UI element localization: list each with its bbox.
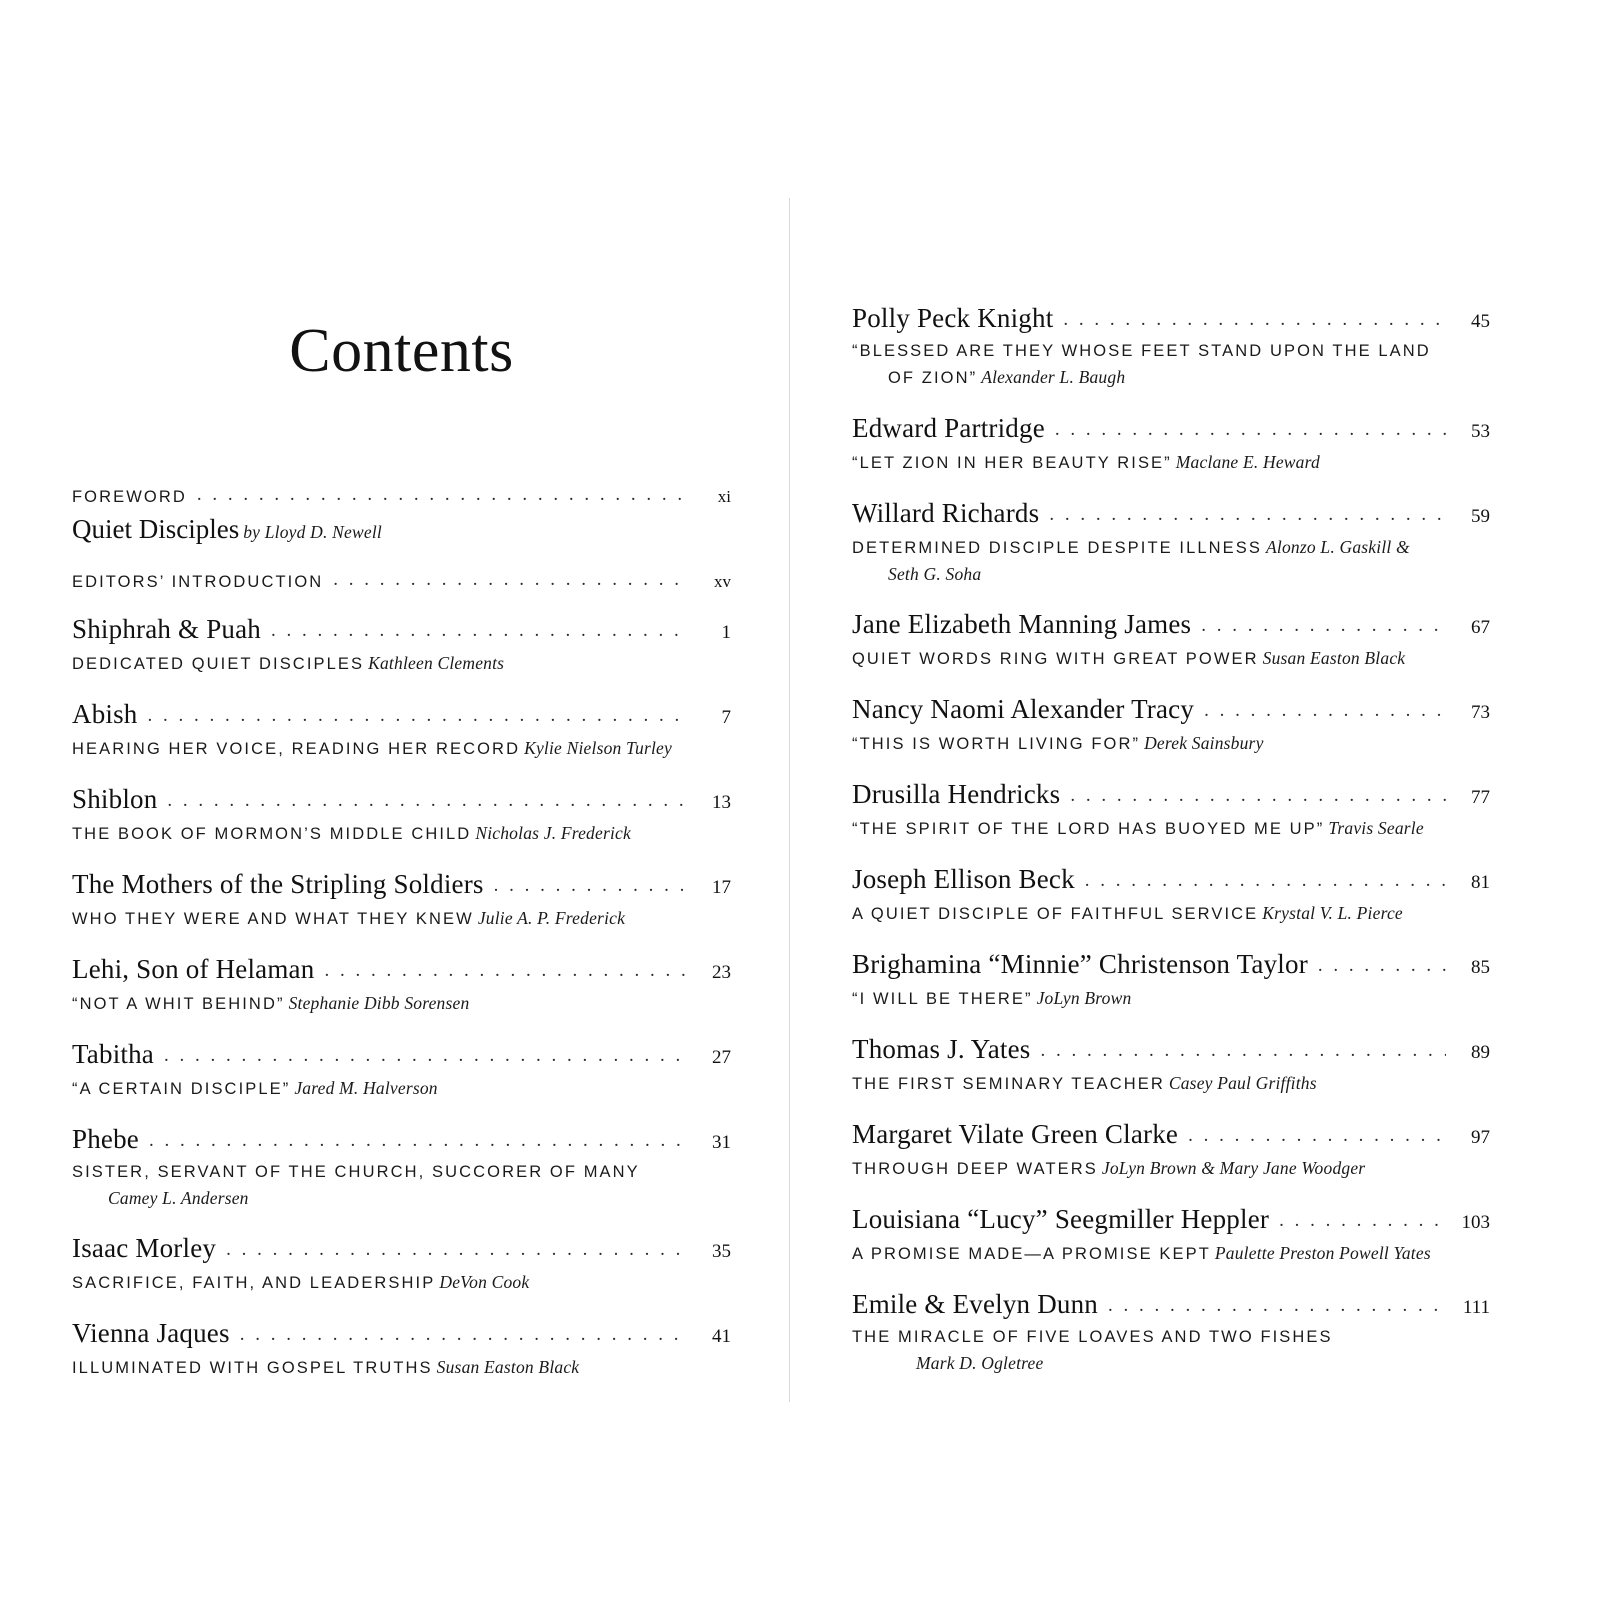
toc-entry-vienna-jaques[interactable] <box>72 1318 731 1381</box>
dot-leader <box>271 623 687 639</box>
toc-entry-author: Krystal V. L. Pierce <box>1262 903 1403 924</box>
toc-entry-page: 59 <box>1471 506 1490 527</box>
page-title: Contents <box>289 317 514 385</box>
toc-entry-author: Susan Easton Black <box>1262 648 1406 669</box>
toc-entry-page: 17 <box>712 876 731 898</box>
toc-entry-subtitle-text: DEDICATED QUIET DISCIPLES <box>72 654 365 673</box>
toc-entry-page: 67 <box>1471 617 1490 639</box>
toc-entry-subtitle-text: A QUIET DISCIPLE OF FAITHFUL SERVICE <box>852 905 1259 924</box>
toc-entry-subtitle <box>852 985 1490 1012</box>
toc-entry-mothers-stripling-soldiers[interactable] <box>72 869 731 932</box>
toc-entry-subtitle <box>72 1075 731 1102</box>
dot-leader <box>149 1133 687 1149</box>
toc-entry-page: 13 <box>712 791 731 813</box>
toc-entry-subtitle-text: SISTER, SERVANT OF THE CHURCH, SUCCORER OF MANY <box>72 1162 640 1181</box>
toc-entry-subtitle <box>72 650 731 677</box>
toc-entry-subtitle-text: “NOT A WHIT BEHIND” <box>72 994 285 1013</box>
toc-entry-title: Thomas J. Yates <box>852 1034 1031 1065</box>
toc-entry-author: Camey L. Andersen <box>108 1187 249 1208</box>
dot-leader <box>333 572 687 588</box>
toc-entry-author: Nicholas J. Frederick <box>475 822 631 843</box>
toc-entry-tabitha[interactable] <box>72 1039 731 1102</box>
toc-entry-subtitle-line2-wrap <box>852 364 1490 391</box>
toc-entry-author: Kathleen Clements <box>368 652 505 673</box>
toc-entry-subtitle-text: DETERMINED DISCIPLE DESPITE ILLNESS <box>852 539 1263 557</box>
toc-entry-subtitle-text: QUIET WORDS RING WITH GREAT POWER <box>852 650 1259 669</box>
toc-entry-subtitle-text: ILLUMINATED WITH GOSPEL TRUTHS <box>72 1358 433 1377</box>
toc-entry-subtitle <box>852 645 1490 672</box>
toc-entry-subtitle-text: “BLESSED ARE THEY WHOSE FEET STAND UPON THE LAND <box>852 342 1431 360</box>
toc-entry-author: Casey Paul Griffiths <box>1168 1073 1317 1094</box>
toc-entry-foreword[interactable] <box>72 487 731 550</box>
toc-entry-subtitle-text: “THIS IS WORTH LIVING FOR” <box>852 735 1141 754</box>
toc-entry-page: 41 <box>712 1325 731 1347</box>
toc-entry-isaac-morley[interactable] <box>72 1233 731 1296</box>
dot-leader <box>1279 1213 1446 1229</box>
dot-leader <box>1070 788 1446 804</box>
toc-entry-subtitle <box>72 735 731 762</box>
toc-entry-subtitle-line2: OF ZION” <box>888 369 978 387</box>
dot-leader <box>164 1048 687 1064</box>
toc-entry-author: Susan Easton Black <box>436 1356 580 1377</box>
toc-entry-title: Vienna Jaques <box>72 1317 230 1348</box>
toc-entry-subtitle-text: HEARING HER VOICE, READING HER RECORD <box>72 739 521 758</box>
toc-entry-subtitle-text: THE FIRST SEMINARY TEACHER <box>852 1075 1165 1094</box>
toc-entry-page: 77 <box>1471 787 1490 809</box>
toc-entry-title: Phebe <box>72 1123 139 1154</box>
toc-entry-page: 73 <box>1471 702 1490 724</box>
toc-entry-page: 7 <box>721 706 731 728</box>
toc-entry-subtitle <box>72 905 731 932</box>
toc-entry-author: Travis Searle <box>1328 818 1424 839</box>
toc-entry-subtitle-text: THE BOOK OF MORMON’S MIDDLE CHILD <box>72 824 472 843</box>
toc-entry-louisiana-lucy-seegmiller-heppler[interactable] <box>852 1204 1490 1267</box>
toc-entry-page: 1 <box>721 621 731 643</box>
toc-entry-title: FOREWORD <box>72 488 187 506</box>
toc-entry-jane-elizabeth-manning-james[interactable] <box>852 609 1490 672</box>
toc-entry-subtitle <box>72 1269 731 1296</box>
toc-list-left <box>72 487 731 1381</box>
toc-entry-emile-evelyn-dunn[interactable] <box>852 1289 1490 1376</box>
toc-entry-subtitle-text: THE MIRACLE OF FIVE LOAVES AND TWO FISHES <box>852 1328 1333 1347</box>
toc-entry-joseph-ellison-beck[interactable] <box>852 864 1490 927</box>
toc-entry-author: Stephanie Dibb Sorensen <box>288 992 470 1013</box>
toc-entry-subtitle <box>852 1325 1490 1376</box>
toc-entry-author: by Lloyd D. Newell <box>243 522 382 542</box>
toc-entry-title: Jane Elizabeth Manning James <box>852 609 1192 640</box>
dot-leader <box>1188 1128 1446 1144</box>
toc-entry-margaret-vilate-green-clarke[interactable] <box>852 1119 1490 1182</box>
toc-entry-subtitle <box>72 820 731 847</box>
toc-entry-title: Willard Richards <box>852 498 1040 528</box>
toc-entry-title: EDITORS’ INTRODUCTION <box>72 572 324 591</box>
toc-entry-subtitle-text: “LET ZION IN HER BEAUTY RISE” <box>852 454 1172 472</box>
dot-leader <box>1201 618 1446 634</box>
toc-entry-author: Maclane E. Heward <box>1175 452 1320 472</box>
toc-entry-subtitle-text: SACRIFICE, FAITH, AND LEADERSHIP <box>72 1273 436 1292</box>
toc-entry-title: Lehi, Son of Helaman <box>72 953 315 984</box>
toc-entry-title: Tabitha <box>72 1038 154 1069</box>
toc-entry-title: Abish <box>72 698 138 729</box>
toc-entry-title: Shiphrah & Puah <box>72 613 261 644</box>
toc-entry-title: Brighamina “Minnie” Christenson Taylor <box>852 949 1308 980</box>
toc-entry-subtitle-text: “I WILL BE THERE” <box>852 990 1033 1009</box>
toc-entry-thomas-j-yates[interactable] <box>852 1034 1490 1097</box>
dot-leader <box>1318 958 1446 974</box>
book-spread <box>10 198 1590 1402</box>
toc-entry-page: 111 <box>1462 1297 1490 1319</box>
toc-entry-subtitle-text: A PROMISE MADE—A PROMISE KEPT <box>852 1245 1211 1264</box>
toc-entry-title: Shiblon <box>72 783 158 814</box>
toc-entry-subtitle-text: Quiet Disciples <box>72 514 240 544</box>
toc-entry-title: The Mothers of the Stripling Soldiers <box>72 868 484 899</box>
right-page <box>790 198 1590 1402</box>
toc-entry-title: Nancy Naomi Alexander Tracy <box>852 694 1195 725</box>
toc-list-right <box>852 303 1490 1377</box>
toc-entry-subtitle <box>852 730 1490 757</box>
dot-leader <box>197 487 687 503</box>
toc-entry-subtitle <box>852 1155 1490 1182</box>
toc-entry-subtitle <box>852 815 1490 842</box>
toc-entry-author: Kylie Nielson Turley <box>524 737 672 758</box>
toc-entry-subtitle <box>852 1070 1490 1097</box>
toc-entry-subtitle <box>72 509 731 550</box>
dot-leader <box>167 793 687 809</box>
toc-entry-page: 27 <box>712 1046 731 1068</box>
toc-entry-subtitle <box>72 990 731 1017</box>
dot-leader <box>1063 312 1446 328</box>
toc-entry-title: Isaac Morley <box>72 1232 217 1263</box>
toc-entry-phebe[interactable] <box>72 1124 731 1211</box>
toc-entry-subtitle <box>72 1160 731 1211</box>
toc-entry-subtitle-text: “A CERTAIN DISCIPLE” <box>72 1079 291 1098</box>
toc-entry-page: 23 <box>712 961 731 983</box>
toc-entry-title: Emile & Evelyn Dunn <box>852 1289 1099 1320</box>
toc-entry-abish[interactable] <box>72 699 731 762</box>
toc-entry-author-line2: Seth G. Soha <box>888 564 982 584</box>
left-page <box>10 198 790 1402</box>
toc-entry-page: 89 <box>1471 1042 1490 1064</box>
toc-entry-editors-introduction[interactable] <box>72 572 731 592</box>
toc-entry-page: 81 <box>1471 872 1490 894</box>
toc-entry-author: Paulette Preston Powell Yates <box>1214 1243 1431 1264</box>
dot-leader <box>494 878 687 894</box>
toc-entry-author: Jared M. Halverson <box>294 1077 438 1098</box>
toc-entry-title: Drusilla Hendricks <box>852 779 1061 810</box>
toc-entry-page: 85 <box>1471 957 1490 979</box>
toc-entry-shiphrah-puah[interactable] <box>72 614 731 677</box>
toc-entry-author: Mark D. Ogletree <box>916 1353 1044 1374</box>
toc-entry-subtitle-text: WHO THEY WERE AND WHAT THEY KNEW <box>72 909 474 928</box>
dot-leader <box>148 708 687 724</box>
toc-entry-page: 53 <box>1471 421 1490 442</box>
toc-entry-edward-partridge[interactable] <box>852 413 1490 476</box>
toc-entry-author: JoLyn Brown <box>1036 988 1132 1009</box>
toc-entry-author: Derek Sainsbury <box>1144 733 1264 754</box>
toc-entry-subtitle <box>852 900 1490 927</box>
dot-leader <box>324 963 687 979</box>
toc-entry-lehi-son-of-helaman[interactable] <box>72 954 731 1017</box>
toc-entry-page: 97 <box>1471 1127 1490 1149</box>
toc-entry-page: 35 <box>712 1240 731 1262</box>
toc-entry-subtitle-text: “THE SPIRIT OF THE LORD HAS BUOYED ME UP” <box>852 820 1325 839</box>
dot-leader <box>1108 1298 1446 1314</box>
dot-leader <box>1055 422 1446 438</box>
toc-entry-author: Alexander L. Baugh <box>981 367 1126 387</box>
toc-entry-subtitle <box>72 1354 731 1381</box>
toc-entry-author: DeVon Cook <box>439 1271 530 1292</box>
toc-entry-brighamina-minnie-christenson-taylor[interactable] <box>852 949 1490 1012</box>
toc-entry-title: Polly Peck Knight <box>852 303 1054 333</box>
toc-entry-title: Joseph Ellison Beck <box>852 864 1075 895</box>
dot-leader <box>1041 1043 1446 1059</box>
toc-entry-nancy-naomi-alexander-tracy[interactable] <box>852 694 1490 757</box>
dot-leader <box>1049 507 1446 523</box>
toc-entry-drusilla-hendricks[interactable] <box>852 779 1490 842</box>
toc-entry-polly-peck-knight[interactable] <box>852 303 1490 391</box>
dot-leader <box>1204 703 1446 719</box>
toc-entry-author: Alonzo L. Gaskill & <box>1266 537 1410 557</box>
toc-entry-title: Louisiana “Lucy” Seegmiller Heppler <box>852 1204 1270 1235</box>
dot-leader <box>226 1242 687 1258</box>
toc-entry-page: 45 <box>1471 311 1490 332</box>
toc-entry-subtitle <box>852 534 1490 587</box>
toc-entry-willard-richards[interactable] <box>852 498 1490 587</box>
toc-entry-page: 31 <box>712 1131 731 1153</box>
toc-entry-author: Julie A. P. Frederick <box>477 907 626 928</box>
dot-leader <box>240 1327 687 1343</box>
toc-entry-title: Margaret Vilate Green Clarke <box>852 1119 1179 1150</box>
toc-entry-subtitle <box>852 449 1490 476</box>
toc-entry-subtitle <box>852 339 1490 391</box>
toc-entry-author: JoLyn Brown & Mary Jane Woodger <box>1101 1158 1366 1179</box>
toc-entry-title: Edward Partridge <box>852 413 1045 443</box>
dot-leader <box>1085 873 1446 889</box>
toc-entry-shiblon[interactable] <box>72 784 731 847</box>
toc-entry-page: 103 <box>1461 1212 1490 1234</box>
toc-entry-subtitle-text: THROUGH DEEP WATERS <box>852 1160 1098 1179</box>
toc-entry-page: xv <box>714 571 731 591</box>
toc-entry-subtitle <box>852 1240 1490 1267</box>
toc-entry-page: xi <box>717 487 731 506</box>
